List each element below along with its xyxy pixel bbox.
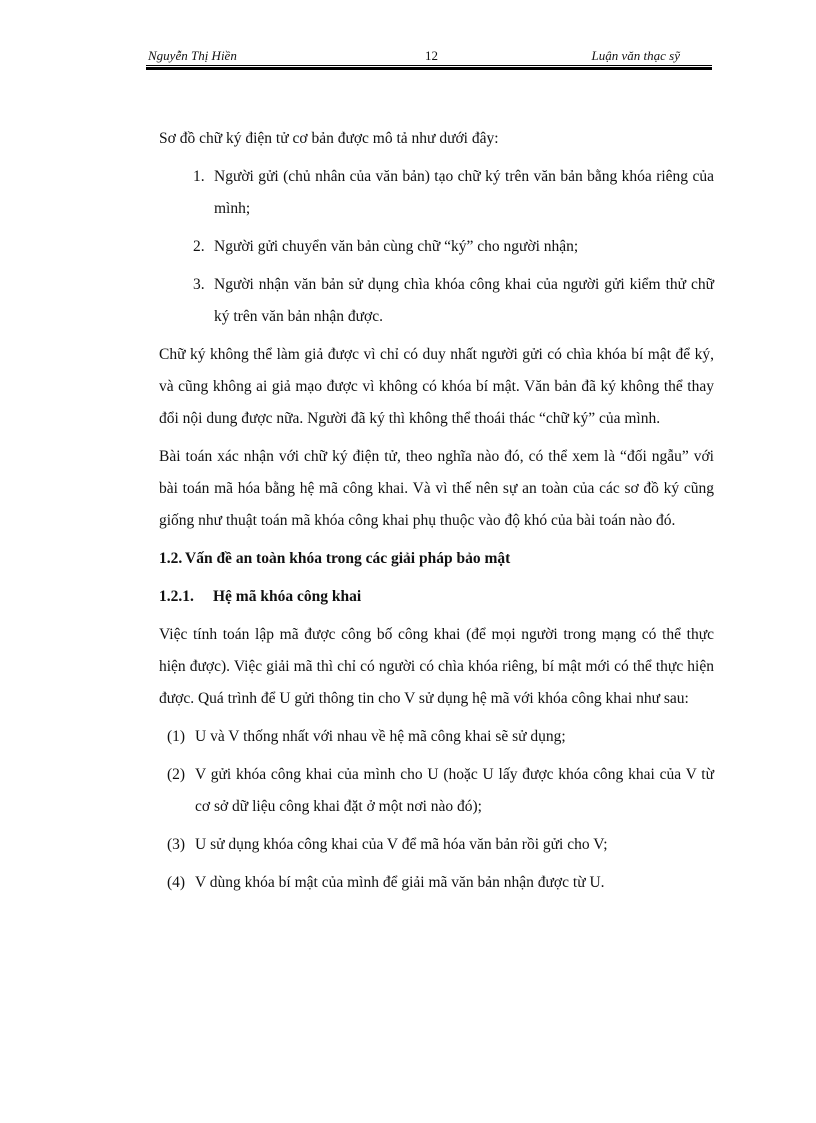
section-heading: [159, 543, 714, 575]
header-doc-title: Luận văn thạc sỹ: [591, 48, 680, 63]
intro-paragraph: Sơ đồ chữ ký điện tử cơ bản được mô tả như dưới đây:: [159, 130, 499, 147]
list-item-number: 3.: [193, 276, 205, 293]
body-paragraph: Chữ ký không thể làm giả được vì chỉ có duy nhất người gửi có chìa khóa bí mật để ký, và cũng không ai giả mạo được vì không có khóa bí mật. Văn bản đã ký không thể thay đổi nội dung được nữa. Người đã ký thì không thể thoái thác “chữ ký” của mình.: [159, 346, 714, 427]
section-title: Vấn đề an toàn khóa trong các giải pháp bảo mật: [185, 550, 511, 567]
body-paragraph: Bài toán xác nhận với chữ ký điện tử, theo nghĩa nào đó, có thể xem là “đối ngẫu” với bài toán mã hóa bằng hệ mã công khai. Và vì thế nên sự an toàn của các sơ đồ ký cũng giống như thuật toán mã khóa công khai phụ thuộc vào độ khó của bài toán nào đó.: [159, 448, 714, 529]
body-paragraph: Việc tính toán lập mã được công bố công khai (để mọi người trong mạng có thể thực hiện được). Việc giải mã thì chỉ có người có chìa khóa riêng, bí mật mới có thể thực hiện được. Quá trình để U gửi thông tin cho V sử dụng hệ mã với khóa công khai như sau:: [159, 626, 714, 707]
list-item-text: Người gửi (chủ nhân của văn bản) tạo chữ ký trên văn bản bằng khóa riêng của mình;: [214, 168, 714, 217]
list-item-text: V dùng khóa bí mật của mình để giải mã văn bản nhận được từ U.: [195, 874, 605, 891]
page-body: [159, 123, 714, 905]
list-item-text: Người gửi chuyển văn bản cùng chữ “ký” cho người nhận;: [214, 238, 579, 255]
list-item-text: V gửi khóa công khai của mình cho U (hoặc U lấy được khóa công khai của V từ cơ sở dữ liệu công khai đặt ở một nơi nào đó);: [195, 766, 714, 815]
list-item-text: U và V thống nhất với nhau về hệ mã công khai sẽ sử dụng;: [195, 728, 566, 745]
list-item: [159, 231, 714, 263]
list-item: [159, 721, 714, 753]
list-item: [159, 867, 714, 899]
page-number: 12: [425, 48, 438, 63]
list-item-number: (1): [167, 728, 186, 745]
list-item: [159, 759, 714, 823]
header-rule-thick: [146, 67, 712, 70]
list-item-number: 2.: [193, 238, 205, 255]
list-item-number: (4): [167, 874, 186, 891]
section-number: 1.2.: [159, 550, 183, 567]
subsection-title: Hệ mã khóa công khai: [213, 588, 362, 605]
list-item-text: Người nhận văn bản sử dụng chìa khóa công khai của người gửi kiểm thử chữ ký trên văn bản nhận được.: [214, 276, 714, 325]
subsection-heading: [159, 581, 714, 613]
header-rule-thin: [146, 65, 712, 66]
list-item-number: (3): [167, 836, 186, 853]
list-item-text: U sử dụng khóa công khai của V để mã hóa văn bản rồi gửi cho V;: [195, 836, 608, 853]
header-author: Nguyễn Thị Hiền: [148, 48, 237, 63]
list-item-number: (2): [167, 766, 186, 783]
list-item-number: 1.: [193, 168, 205, 185]
list-item: [159, 269, 714, 333]
list-item: [159, 829, 714, 861]
list-item: [159, 161, 714, 225]
subsection-number: 1.2.1.: [159, 588, 194, 605]
